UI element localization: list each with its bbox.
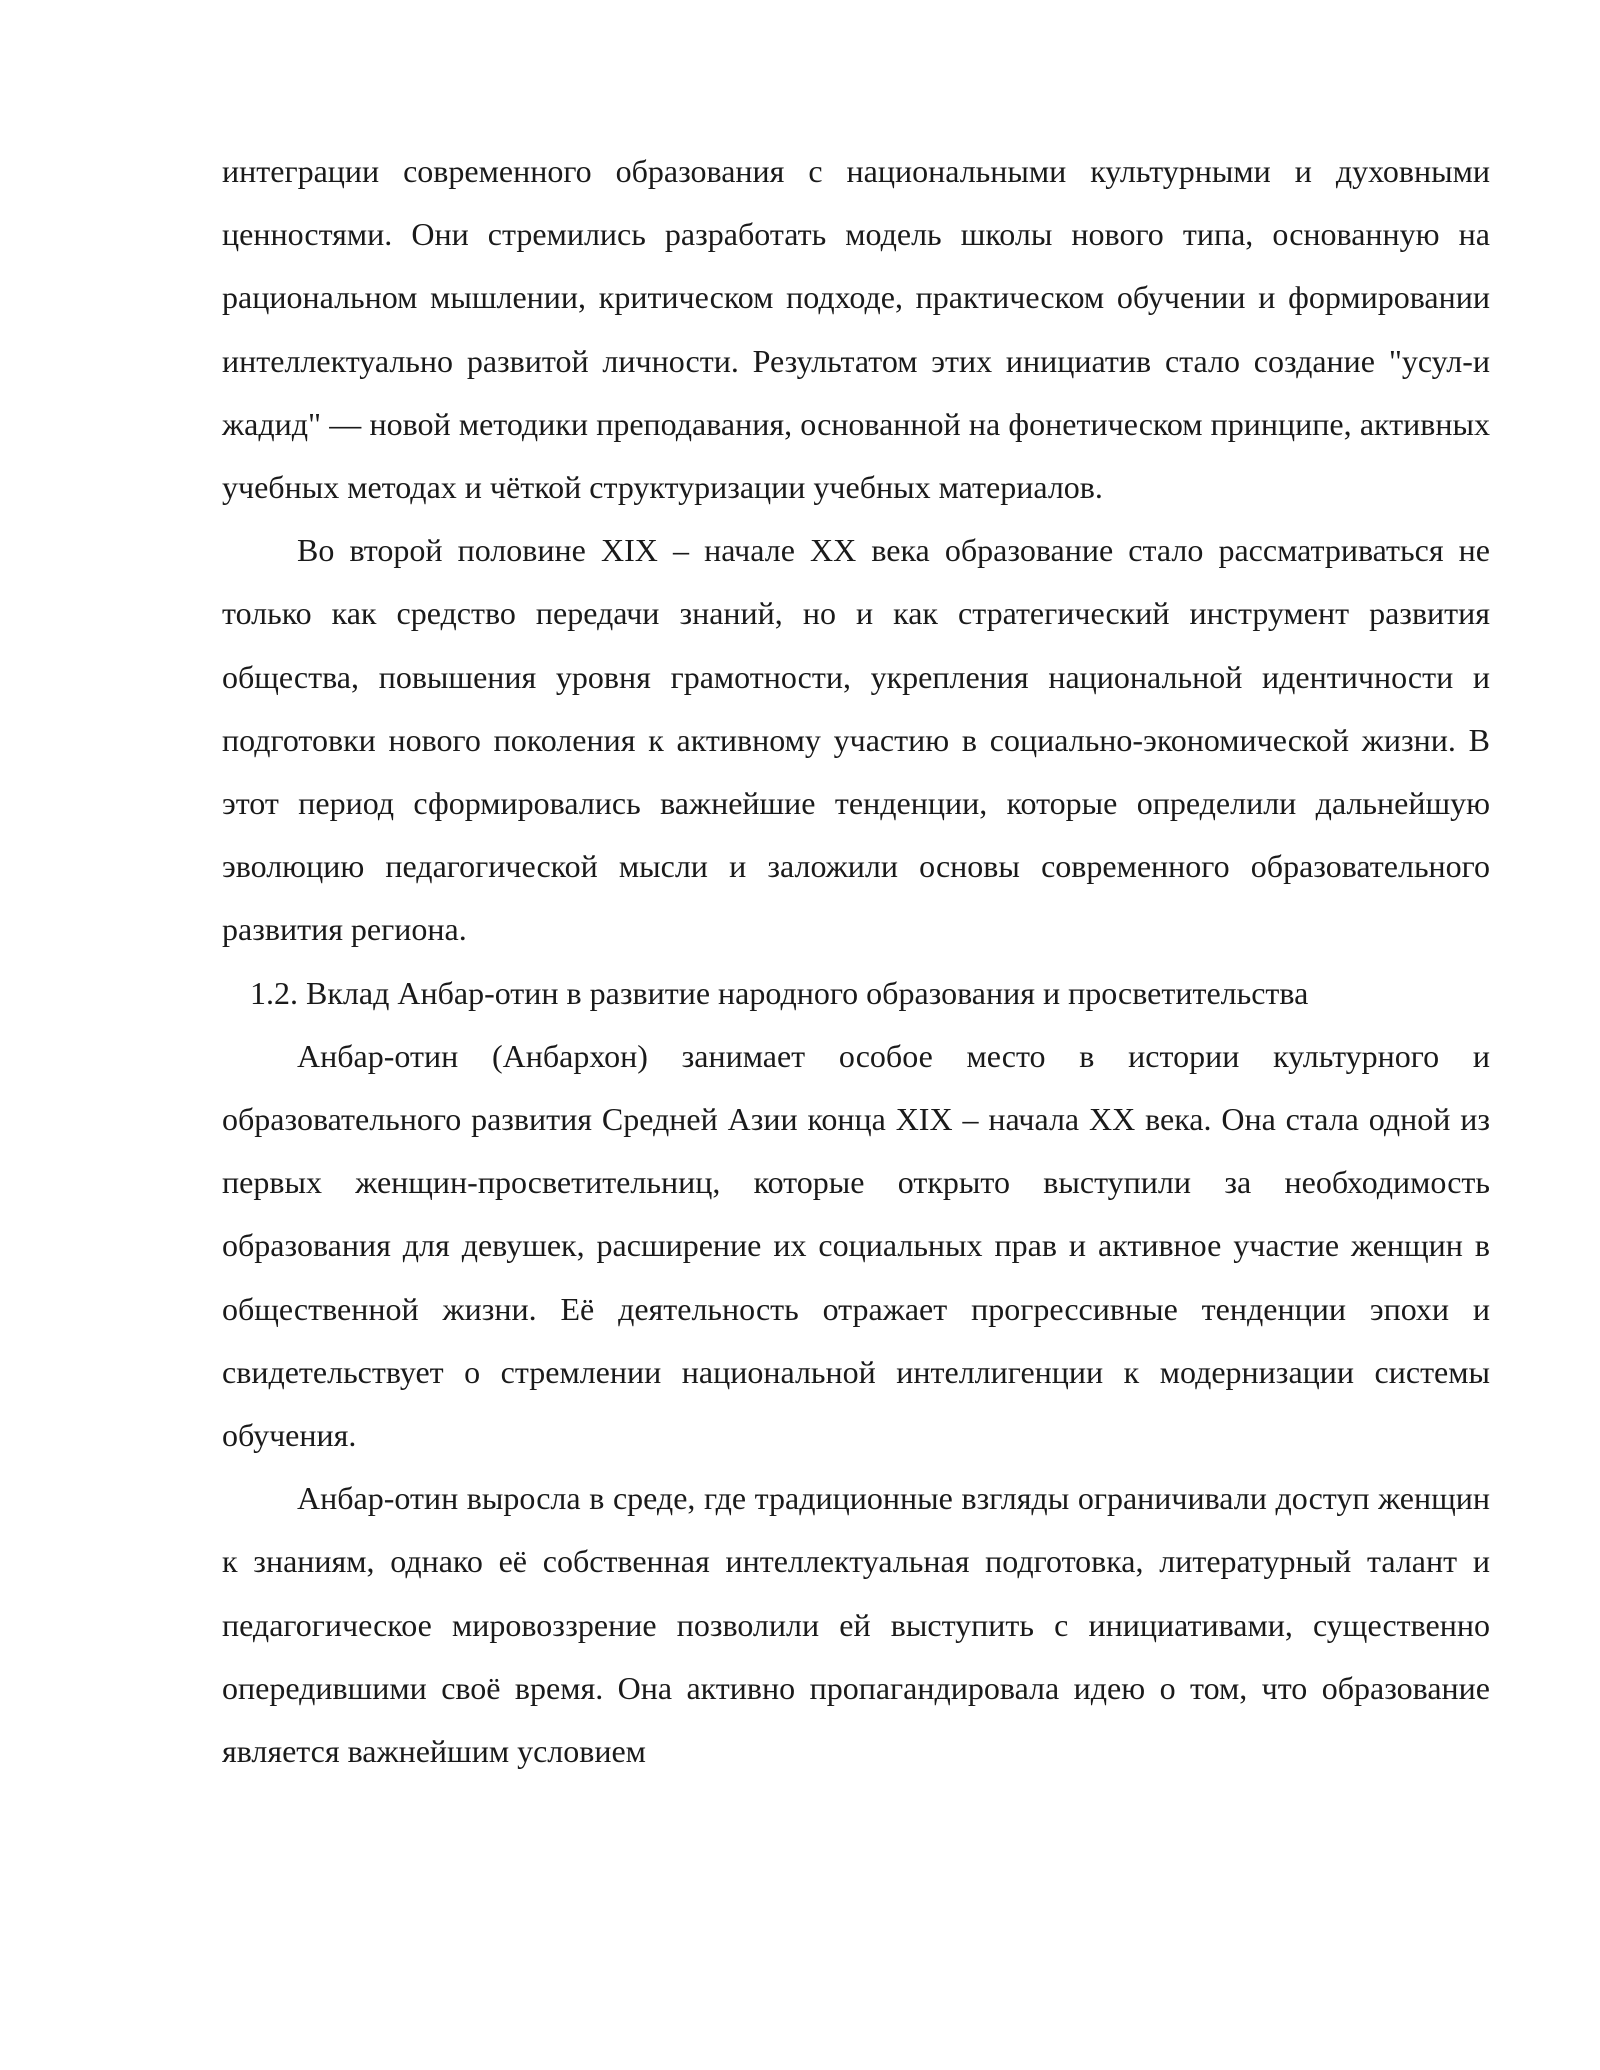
document-body bbox=[222, 140, 1490, 1783]
paragraph-education-role: Во второй половине XIX – начале XX века образование стало рассматриваться не только как средство передачи знаний, но и как стратегический инструмент развития общества, повышения уровня грамотности, укрепления национальной идентичности и подготовки нового поколения к активному участию в социально-экономической жизни. В этот период сформировались важнейшие тенденции, которые определили дальнейшую эволюцию педагогической мысли и заложили основы современного образовательного развития региона. bbox=[222, 532, 1490, 948]
paragraph-continuation: интеграции современного образования с национальными культурными и духовными ценностями. Они стремились разработать модель школы нового типа, основанную на рациональном мышлении, критическом подходе, практическом обучении и формировании интеллектуально развитой личности. Результатом этих инициатив стало создание "усул-и жадид" — новой методики преподавания, основанной на фонетическом принципе, активных учебных методах и чёткой структуризации учебных материалов. bbox=[222, 153, 1490, 506]
paragraph-anbar-otin-place: Анбар-отин (Анбархон) занимает особое место в истории культурного и образовательного развития Средней Азии конца XIX – начала XX века. Она стала одной из первых женщин-просветительниц, которые открыто выступили за необходимость образования для девушек, расширение их социальных прав и активное участие женщин в общественной жизни. Её деятельность отражает прогрессивные тенденции эпохи и свидетельствует о стремлении национальной интеллигенции к модернизации системы обучения. bbox=[222, 1037, 1490, 1454]
section-heading: 1.2. Вклад Анбар-отин в развитие народного образования и просветительства bbox=[250, 974, 1309, 1011]
paragraph-anbar-otin-background: Анбар-отин выросла в среде, где традиционные взгляды ограничивали доступ женщин к знаниям, однако её собственная интеллектуальная подготовка, литературный талант и педагогическое мировоззрение позволили ей выступить с инициативами, существенно опередившими своё время. Она активно пропагандировала идею о том, что образование является важнейшим условием bbox=[222, 1480, 1490, 1770]
